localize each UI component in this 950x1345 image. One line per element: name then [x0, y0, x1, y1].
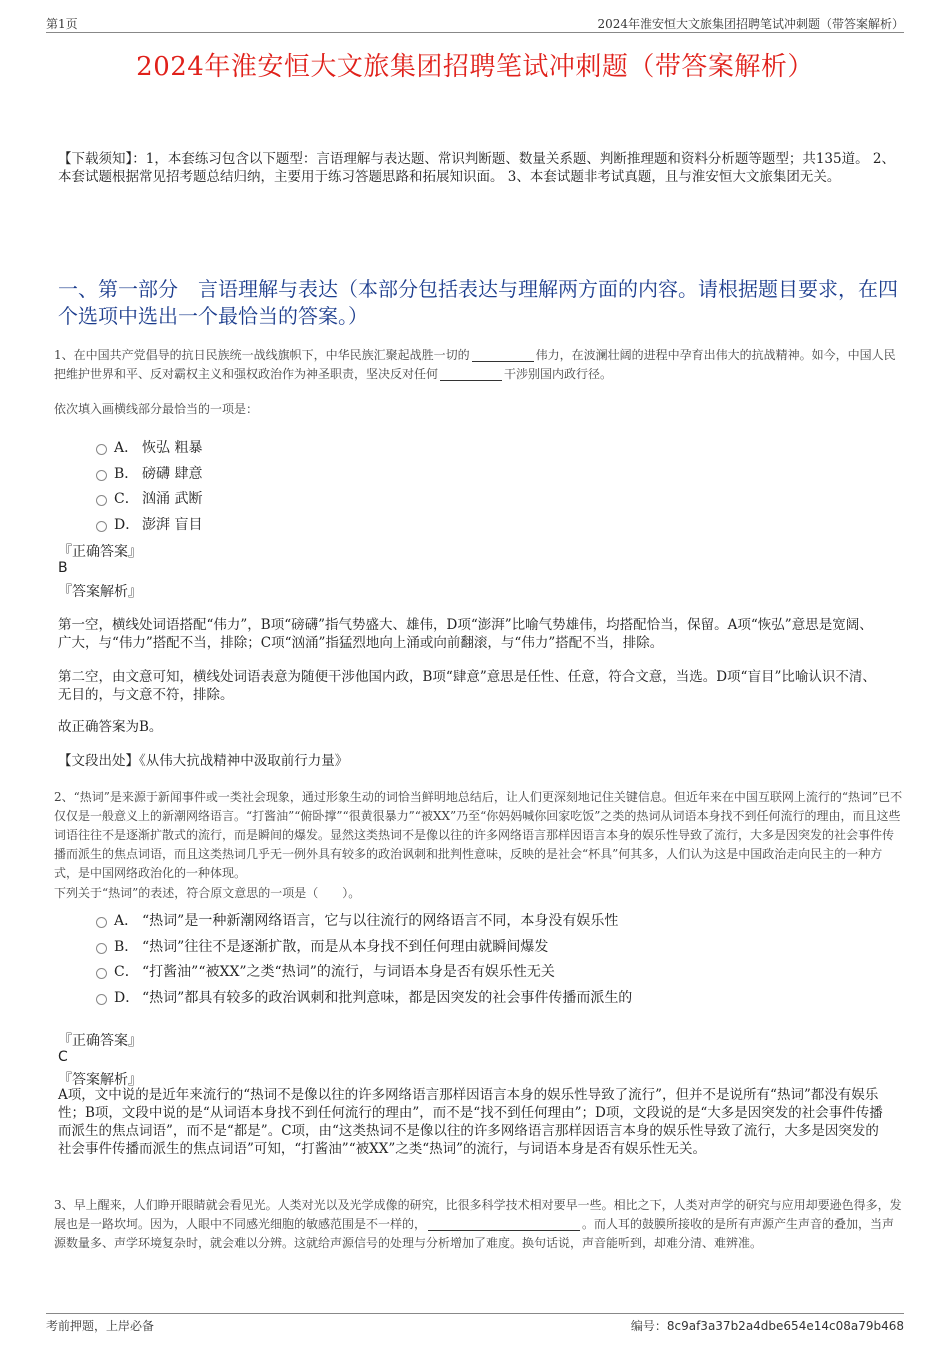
question-2-options [96, 909, 896, 1011]
analysis-conclusion: 故正确答案为B。 [58, 719, 163, 735]
question-2-stem: 2、“热词”是来源于新闻事件或一类社会现象，通过形象生动的词恰当鲜明地总结后，让人们更深刻地记住关键信息。但近年来在中国互联网上流行的“热词”已不仅仅是一般意义上的新潮网络语言。“打酱油”“俯卧撑”“很黄很暴力”“被XX”乃至“你妈妈喊你回家吃饭”之类的热词从词语本身找不到任何流行的理由，而且这些词语往往不是逐渐扩散式的流行，而是瞬间的爆发。显然这类热词不是像以往的许多网络语言那样因语言本身的娱乐性导致了流行，大多是因突发的社会事件传播而派生的焦点词语，而且这类热词几乎无一例外具有较多的政治讽刺和批判性意味，反映的是社会“杯具”何其多，人们认为这是中国政治走向民主的一种方式，是中国网络政治化的一种体现。 [54, 790, 903, 880]
blank-line [428, 1218, 580, 1231]
radio-button[interactable] [96, 495, 107, 506]
analysis-paragraph: A项，文中说的是近年来流行的“热词不是像以往的许多网络语言那样因语言本身的娱乐性导致了流行”，但并不是说所有“热词”都没有娱乐性；B项，文段中说的是“从词语本身找不到任何流行的理由”，而不是“找不到任何理由”；D项，文段说的是“大多是因突发的社会事件传播而派生的焦点词语”，而不是“都是”。C项，由“这类热词不是像以往的许多网络语言那样因语言本身的娱乐性导致了流行，大多是因突发的社会事件传播而派生的焦点词语”可知，“打酱油”“被XX”之类“热词”的流行，与词语本身是否有娱乐性无关。 [58, 1087, 883, 1157]
radio-button[interactable] [96, 994, 107, 1005]
section-title: 一、第一部分 言语理解与表达（本部分包括表达与理解两方面的内容。请根据题目要求，在四个选项中选出一个最恰当的答案。） [58, 277, 898, 328]
analysis-label: 『答案解析』 [58, 584, 142, 600]
option-b[interactable]: B． “热词”往往不是逐渐扩散，而是从本身找不到任何理由就瞬间爆发 [96, 935, 896, 961]
radio-button[interactable] [96, 470, 107, 481]
radio-button[interactable] [96, 943, 107, 954]
radio-button[interactable] [96, 521, 107, 532]
source-citation: 【文段出处】《从伟大抗战精神中汲取前行力量》 [58, 753, 349, 769]
radio-button[interactable] [96, 444, 107, 455]
document-code: 编号：8c9af3a37b2a4dbe654e14c08a79b468 [630, 1319, 904, 1333]
correct-answer: C [58, 1049, 68, 1065]
question-2-prompt: 下列关于“热词”的表述，符合原文意思的一项是（ ）。 [54, 886, 361, 900]
question-1-stem: 1、在中国共产党倡导的抗日民族统一战线旗帜下，中华民族汇聚起战胜一切的 伟力，在波澜壮阔的进程中孕育出伟大的抗战精神。如今，中国人民把维护世界和平、反对霸权主义和强权政治作为神圣职责，坚决反对任何 干涉别国内政行径。 [54, 348, 896, 381]
header-doc-title: 2024年淮安恒大文旅集团招聘笔试冲刺题（带答案解析） [597, 17, 904, 31]
question-1-options [96, 436, 896, 538]
correct-answer-label: 『正确答案』 [58, 544, 142, 560]
analysis-paragraph: 第二空，由文意可知，横线处词语表意为随便干涉他国内政，B项“肆意”意思是任性、任意，符合文意，当选。D项“盲目”比喻认识不清、无目的，与文意不符，排除。 [58, 669, 876, 703]
correct-answer-label: 『正确答案』 [58, 1033, 142, 1049]
option-d[interactable]: D． “热词”都具有较多的政治讽刺和批判意味，都是因突发的社会事件传播而派生的 [96, 986, 896, 1012]
analysis-paragraph: 第一空，横线处词语搭配“伟力”，B项“磅礴”指气势盛大、雄伟，D项“澎湃”比喻气势雄伟，均搭配恰当，保留。A项“恢弘”意思是宽阔、广大，与“伟力”搭配不当，排除；C项“汹涌”指猛烈地向上涌或向前翻滚，与“伟力”搭配不当，排除。 [58, 617, 873, 651]
analysis-label: 『答案解析』 [58, 1072, 142, 1088]
page-footer [46, 1313, 904, 1334]
footer-slogan: 考前押题，上岸必备 [46, 1319, 155, 1333]
page-header [46, 12, 904, 33]
question-3-stem: 3、早上醒来，人们睁开眼睛就会看见光。人类对光以及光学成像的研究，比很多科学技术相对要早一些。相比之下，人类对声学的研究与应用却要逊色得多，发展也是一路坎坷。因为，人眼中不同感光细胞的敏感范围是不一样的， 。而人耳的鼓膜所接收的是所有声源产生声音的叠加，当声源数量多、声学环境复杂时，就会难以分辨。这就给声源信号的处理与分析增加了难度。换句话说，声音能听到，却难分清、难辨准。 [54, 1198, 902, 1250]
option-c[interactable]: C． 汹涌 武断 [96, 487, 896, 513]
option-a[interactable]: A． “热词”是一种新潮网络语言，它与以往流行的网络语言不同，本身没有娱乐性 [96, 909, 896, 935]
option-d[interactable]: D． 澎湃 盲目 [96, 513, 896, 539]
question-1-prompt: 依次填入画横线部分最恰当的一项是： [54, 402, 259, 416]
page-number: 第1页 [46, 17, 78, 31]
option-a[interactable]: A． 恢弘 粗暴 [96, 436, 896, 462]
download-notice: 【下载须知】：1，本套练习包含以下题型：言语理解与表达题、常识判断题、数量关系题、判断推理题和资料分析题等题型；共135道。 2、本套试题根据常见招考题总结归纳，主要用于练习答题思路和拓展知识面。 3、本套试题非考试真题，且与淮安恒大文旅集团无关。 [58, 151, 895, 185]
radio-button[interactable] [96, 917, 107, 928]
blank-line [472, 349, 534, 362]
correct-answer: B [58, 560, 68, 576]
option-c[interactable]: C． “打酱油”“被XX”之类“热词”的流行，与词语本身是否有娱乐性无关 [96, 960, 896, 986]
document-title: 2024年淮安恒大文旅集团招聘笔试冲刺题（带答案解析） [136, 52, 814, 82]
blank-line [440, 368, 502, 381]
radio-button[interactable] [96, 968, 107, 979]
option-b[interactable]: B． 磅礴 肆意 [96, 462, 896, 488]
